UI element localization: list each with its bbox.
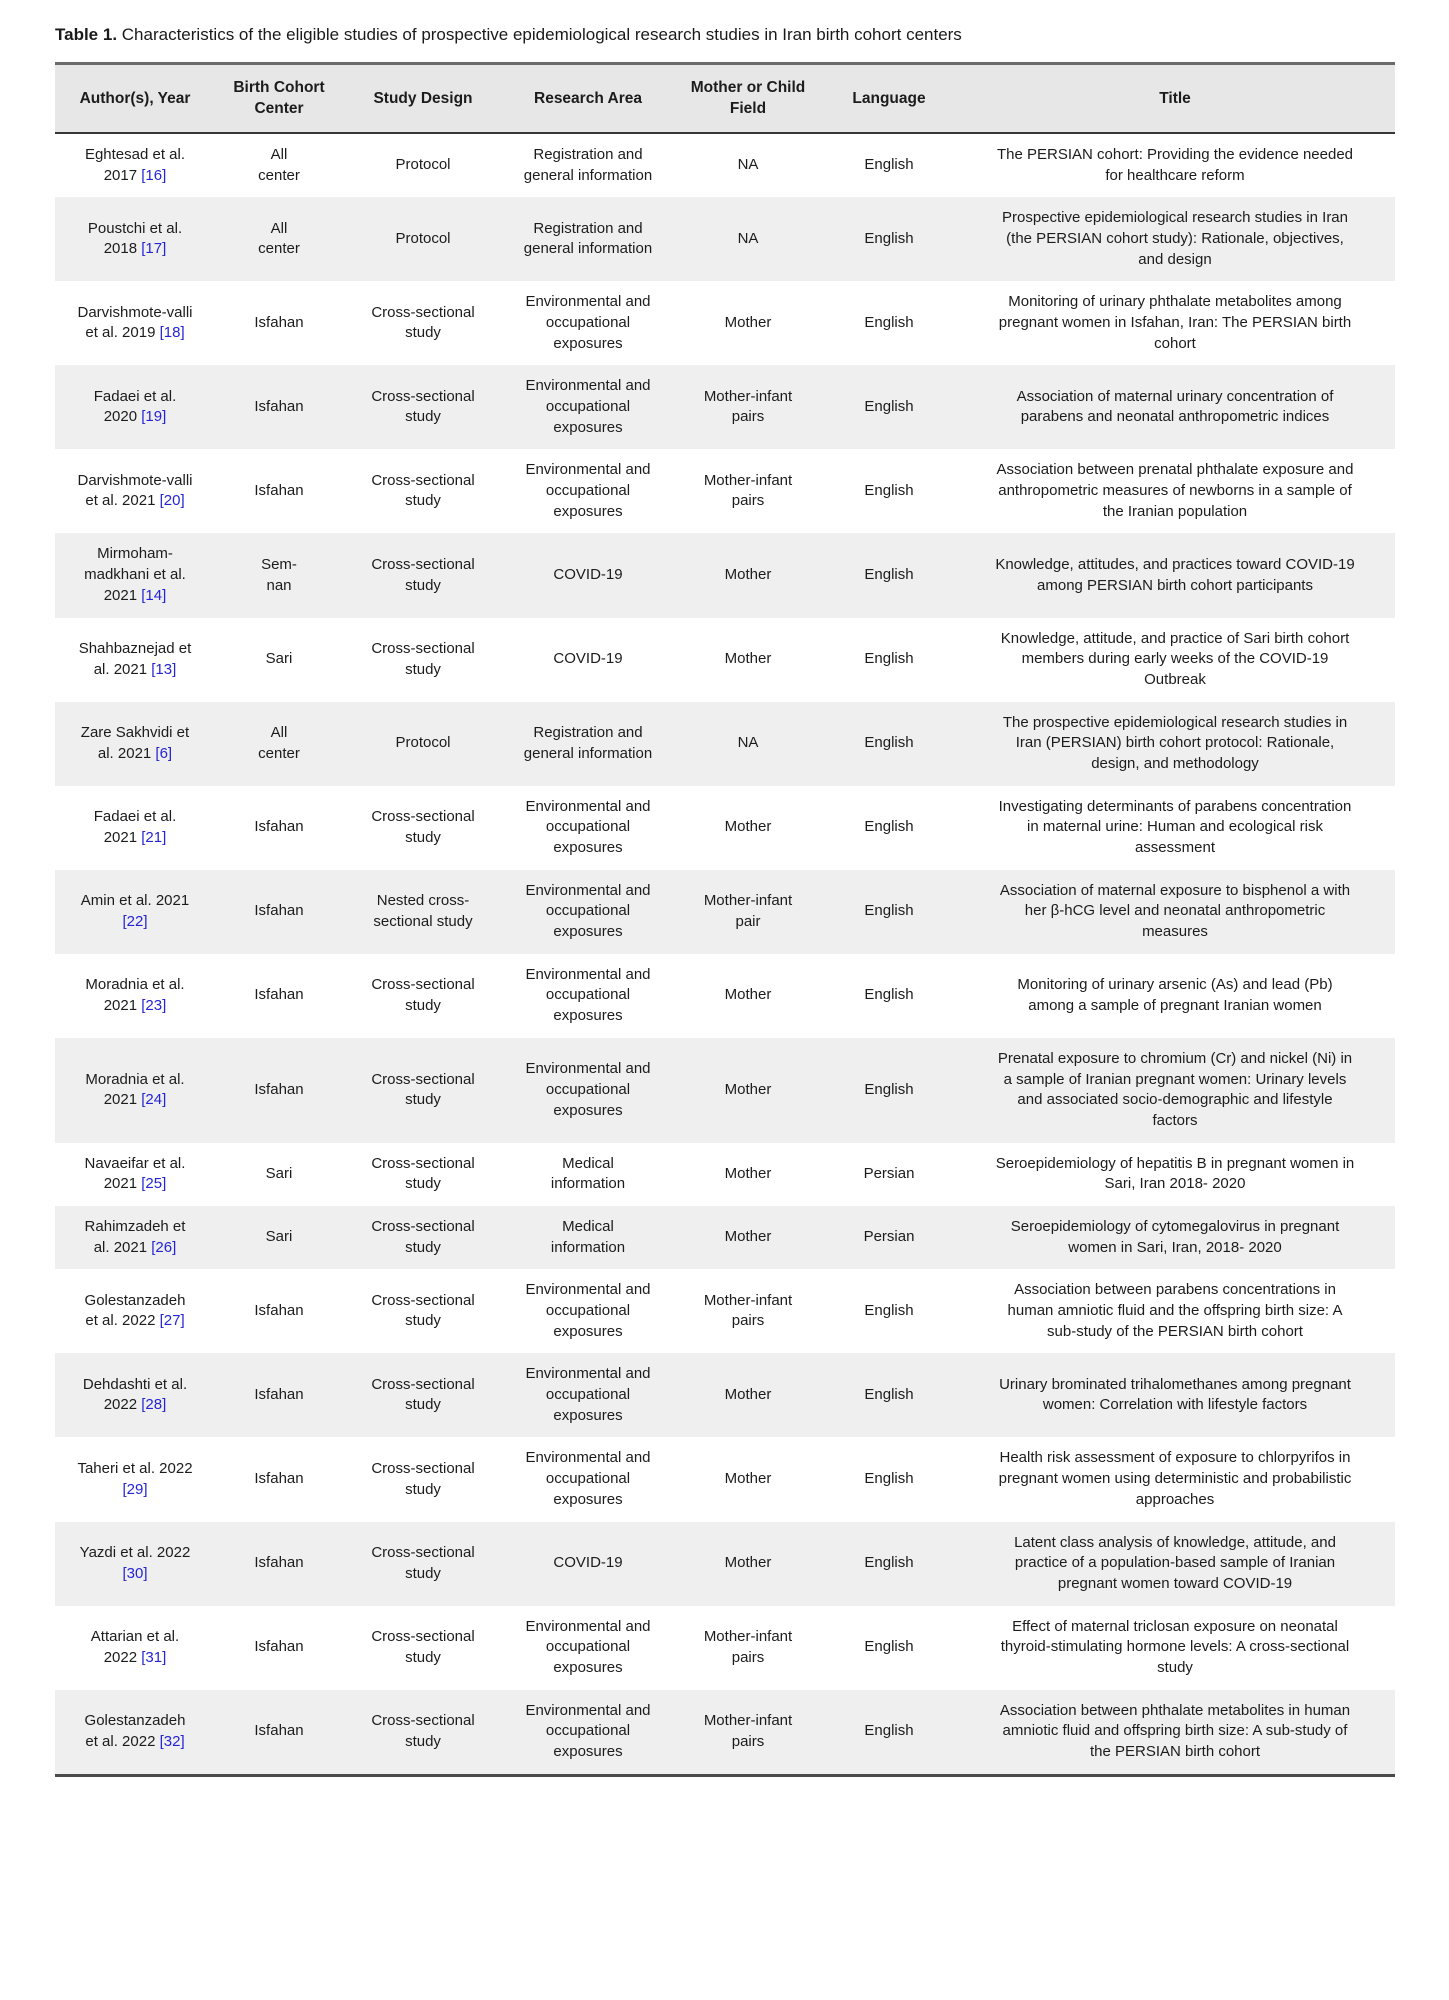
table-row [55, 449, 1395, 533]
study-design-cell: Cross-sectional study [371, 471, 475, 510]
title-cell: The PERSIAN cohort: Providing the evidence needed for healthcare reform [996, 145, 1354, 184]
birth-center-cell: Isfahan [254, 482, 304, 500]
study-design-cell: Cross-sectional study [371, 808, 475, 846]
title-cell: Urinary brominated trihalomethanes among pregnant women: Correlation with lifestyle factors [999, 1375, 1351, 1414]
study-design-cell: Cross-sectional study [371, 1291, 475, 1330]
column-header-1: Author(s), Year [55, 64, 215, 133]
column-header-5: Mother or Child Field [673, 64, 823, 133]
study-design-cell: Cross-sectional study [371, 1712, 475, 1750]
title-cell: Seroepidemiology of cytomegalovirus in pregnant women in Sari, Iran, 2018- 2020 [1010, 1217, 1340, 1256]
author-year-cell: Golestanzadeh et al. 2022 [32] [84, 1712, 186, 1750]
table-row [55, 133, 1395, 197]
reference-link[interactable]: [19] [141, 408, 167, 426]
author-year-cell: Amin et al. 2021 [22] [80, 892, 190, 930]
author-year-cell: Moradnia et al. 2021 [24] [85, 1070, 185, 1109]
research-area-cell: Environmental and occupational exposures [525, 1617, 651, 1676]
research-area-cell: Environmental and occupational exposures [525, 1060, 651, 1119]
research-area-cell: Environmental and occupational exposures [525, 293, 651, 352]
mother-child-field-cell: Mother [724, 1554, 772, 1572]
mother-child-field-cell: Mother [724, 566, 772, 584]
mother-child-field-cell: Mother [724, 313, 772, 331]
language-cell: Persian [863, 1228, 915, 1246]
birth-center-cell: Isfahan [254, 1302, 304, 1320]
research-area-cell: Environmental and occupational exposures [525, 797, 651, 857]
language-cell: English [864, 398, 914, 416]
research-area-cell: Registration and general information [523, 145, 653, 184]
author-year-cell: Moradnia et al. 2021 [23] [85, 976, 185, 1014]
mother-child-field-cell: Mother-infant pairs [703, 471, 793, 510]
table-row [55, 197, 1395, 281]
column-header-6: Language [823, 64, 955, 133]
reference-link[interactable]: [29] [122, 1480, 148, 1498]
language-cell: English [864, 156, 914, 174]
research-area-cell: Environmental and occupational exposures [525, 965, 651, 1025]
research-area-cell: Environmental and occupational exposures [525, 881, 651, 941]
birth-center-cell: Isfahan [254, 1554, 304, 1572]
research-area-cell: Environmental and occupational exposures [525, 1281, 651, 1340]
birth-center-cell: Isfahan [254, 986, 304, 1004]
title-cell: Seroepidemiology of hepatitis B in pregnant women in Sari, Iran 2018- 2020 [995, 1154, 1355, 1193]
birth-center-cell: Isfahan [254, 1722, 304, 1740]
birth-center-cell: Isfahan [254, 313, 304, 331]
reference-link[interactable]: [31] [141, 1648, 167, 1666]
study-design-cell: Cross-sectional study [371, 1070, 475, 1109]
reference-link[interactable]: [16] [141, 166, 167, 184]
table-row [55, 365, 1395, 449]
reference-link[interactable]: [20] [159, 492, 185, 510]
header-row [55, 64, 1395, 133]
language-cell: English [864, 650, 914, 668]
table-caption-text: Characteristics of the eligible studies of prospective epidemiological research studies in Iran birth cohort centers [121, 25, 962, 44]
title-cell: Association of maternal exposure to bisphenol a with her β-hCG level and neonatal anthropometric measures [999, 881, 1351, 941]
reference-link[interactable]: [27] [159, 1312, 185, 1330]
mother-child-field-cell: NA [737, 229, 759, 247]
author-year-cell: Yazdi et al. 2022 [30] [79, 1543, 191, 1582]
studies-table [55, 62, 1395, 1777]
mother-child-field-cell: Mother [724, 1470, 772, 1488]
reference-link[interactable]: [22] [122, 912, 148, 930]
title-cell: Knowledge, attitude, and practice of Sari birth cohort members during early weeks of the COVID-19 Outbreak [1000, 629, 1350, 688]
author-year-cell: Navaeifar et al. 2021 [25] [84, 1154, 186, 1193]
research-area-cell: Environmental and occupational exposures [525, 1701, 651, 1761]
study-design-cell: Cross-sectional study [371, 1375, 475, 1414]
birth-center-cell: Sari [265, 1228, 293, 1246]
research-area-cell: Medical information [550, 1154, 626, 1193]
author-year-cell: Fadaei et al. 2021 [21] [93, 808, 177, 846]
reference-link[interactable]: [14] [141, 586, 167, 604]
language-cell: English [864, 1722, 914, 1740]
title-cell: Health risk assessment of exposure to chlorpyrifos in pregnant women using deterministic and probabilistic approaches [998, 1449, 1352, 1508]
language-cell: English [864, 313, 914, 331]
birth-center-cell: Sari [265, 1164, 293, 1182]
author-year-cell: Shahbaznejad et al. 2021 [13] [78, 639, 192, 678]
reference-link[interactable]: [32] [159, 1732, 185, 1750]
birth-center-cell: Isfahan [254, 398, 304, 416]
reference-link[interactable]: [13] [151, 660, 177, 678]
column-header-3: Study Design [343, 64, 503, 133]
title-cell: Effect of maternal triclosan exposure on neonatal thyroid-stimulating hormone levels: A cross-sectional study [1000, 1617, 1350, 1676]
table-row [55, 1038, 1395, 1143]
reference-link[interactable]: [6] [155, 744, 173, 762]
mother-child-field-cell: NA [737, 156, 759, 174]
table-row [55, 702, 1395, 786]
title-cell: Investigating determinants of parabens concentration in maternal urine: Human and ecological risk assessment [998, 797, 1352, 857]
language-cell: English [864, 734, 914, 752]
author-year-cell: Golestanzadeh et al. 2022 [27] [84, 1291, 186, 1330]
research-area-cell: Environmental and occupational exposures [525, 1449, 651, 1508]
research-area-cell: COVID-19 [553, 650, 623, 668]
mother-child-field-cell: Mother-infant pairs [703, 1291, 793, 1330]
birth-center-cell: All center [258, 723, 300, 762]
study-design-cell: Protocol [395, 229, 451, 247]
research-area-cell: Environmental and occupational exposures [525, 377, 651, 436]
reference-link[interactable]: [28] [141, 1396, 167, 1414]
research-area-cell: Registration and general information [523, 723, 653, 762]
language-cell: English [864, 986, 914, 1004]
study-design-cell: Cross-sectional study [371, 1154, 475, 1193]
author-year-cell: Eghtesad et al. 2017 [16] [84, 145, 186, 184]
birth-center-cell: Isfahan [254, 1470, 304, 1488]
study-design-cell: Cross-sectional study [371, 976, 475, 1014]
study-design-cell: Cross-sectional study [371, 1459, 475, 1498]
author-year-cell: Taheri et al. 2022 [29] [77, 1459, 193, 1498]
author-year-cell: Dehdashti et al. 2022 [28] [82, 1375, 188, 1414]
table-row [55, 954, 1395, 1038]
reference-link[interactable]: [24] [141, 1091, 167, 1109]
language-cell: English [864, 1302, 914, 1320]
author-year-cell: Mirmoham-madkhani et al. 2021 [14] [84, 545, 186, 604]
research-area-cell: COVID-19 [553, 1554, 623, 1572]
table-row [55, 1143, 1395, 1206]
title-cell: The prospective epidemiological research studies in Iran (PERSIAN) birth cohort protocol: Rationale, design, and methodology [1002, 713, 1348, 772]
study-design-cell: Cross-sectional study [371, 303, 475, 342]
table-row [55, 533, 1395, 617]
research-area-cell: Medical information [550, 1217, 626, 1256]
birth-center-cell: Isfahan [254, 818, 304, 836]
study-design-cell: Cross-sectional study [371, 387, 475, 426]
table-caption-label: Table 1. [55, 25, 118, 44]
table-row [55, 1269, 1395, 1353]
birth-center-cell: Isfahan [254, 902, 304, 920]
title-cell: Association between parabens concentrations in human amniotic fluid and the offspring birth size: A sub-study of the PERSIAN birth cohort [1007, 1281, 1343, 1340]
mother-child-field-cell: Mother [724, 1164, 772, 1182]
language-cell: English [864, 1554, 914, 1572]
research-area-cell: COVID-19 [553, 566, 623, 584]
author-year-cell: Darvishmote-valli et al. 2019 [18] [77, 303, 193, 342]
research-area-cell: Registration and general information [523, 219, 653, 258]
table-row [55, 1690, 1395, 1776]
language-cell: English [864, 1386, 914, 1404]
birth-center-cell: Isfahan [254, 1638, 304, 1656]
mother-child-field-cell: Mother [724, 1386, 772, 1404]
birth-center-cell: Sari [265, 650, 293, 668]
study-design-cell: Cross-sectional study [371, 639, 475, 678]
mother-child-field-cell: Mother [724, 818, 772, 836]
birth-center-cell: Isfahan [254, 1080, 304, 1098]
research-area-cell: Environmental and occupational exposures [525, 461, 651, 520]
title-cell: Monitoring of urinary phthalate metabolites among pregnant women in Isfahan, Iran: The PERSIAN birth cohort [998, 293, 1352, 352]
table-row [55, 870, 1395, 954]
title-cell: Association of maternal urinary concentration of parabens and neonatal anthropometric indices [1016, 387, 1334, 426]
table-row [55, 1206, 1395, 1269]
mother-child-field-cell: Mother-infant pairs [703, 387, 793, 426]
reference-link[interactable]: [25] [141, 1175, 167, 1193]
reference-link[interactable]: [23] [141, 996, 167, 1014]
study-design-cell: Cross-sectional study [371, 1543, 475, 1582]
column-header-7: Title [955, 64, 1395, 133]
mother-child-field-cell: Mother [724, 650, 772, 668]
research-area-cell: Environmental and occupational exposures [525, 1365, 651, 1424]
language-cell: English [864, 1638, 914, 1656]
mother-child-field-cell: Mother-infant pairs [703, 1627, 793, 1666]
reference-link[interactable]: [30] [122, 1564, 148, 1582]
birth-center-cell: Isfahan [254, 1386, 304, 1404]
reference-link[interactable]: [17] [141, 240, 167, 258]
author-year-cell: Poustchi et al. 2018 [17] [87, 219, 183, 258]
table-header [55, 64, 1395, 133]
mother-child-field-cell: Mother [724, 1080, 772, 1098]
study-design-cell: Cross-sectional study [371, 555, 475, 594]
birth-center-cell: All center [258, 219, 300, 258]
column-header-4: Research Area [503, 64, 673, 133]
table-row [55, 786, 1395, 870]
table-caption [55, 24, 1395, 46]
author-year-cell: Rahimzadeh et al. 2021 [26] [84, 1217, 186, 1256]
title-cell: Monitoring of urinary arsenic (As) and lead (Pb) among a sample of pregnant Iranian women [1017, 976, 1333, 1014]
title-cell: Association between phthalate metabolites in human amniotic fluid and offspring birth size: A sub-study of the PERSIAN birth cohort [999, 1701, 1351, 1761]
title-cell: Knowledge, attitudes, and practices toward COVID-19 among PERSIAN birth cohort participants [995, 555, 1355, 594]
study-design-cell: Nested cross-sectional study [373, 892, 473, 930]
language-cell: English [864, 1470, 914, 1488]
author-year-cell: Zare Sakhvidi et al. 2021 [6] [80, 723, 190, 762]
author-year-cell: Fadaei et al. 2020 [19] [93, 387, 177, 426]
study-design-cell: Cross-sectional study [371, 1217, 475, 1256]
language-cell: English [864, 902, 914, 920]
reference-link[interactable]: [18] [159, 324, 185, 342]
table-row [55, 1353, 1395, 1437]
table-body [55, 133, 1395, 1775]
title-cell: Association between prenatal phthalate exposure and anthropometric measures of newborns in a sample of the Iranian population [996, 461, 1354, 520]
author-year-cell: Darvishmote-valli et al. 2021 [20] [77, 471, 193, 510]
table-row [55, 618, 1395, 702]
language-cell: English [864, 818, 914, 836]
language-cell: Persian [863, 1164, 915, 1182]
reference-link[interactable]: [26] [151, 1238, 177, 1256]
mother-child-field-cell: Mother [724, 1228, 772, 1246]
birth-center-cell: Sem-nan [261, 555, 297, 594]
mother-child-field-cell: NA [737, 734, 759, 752]
column-header-2: Birth Cohort Center [215, 64, 343, 133]
author-year-cell: Attarian et al. 2022 [31] [90, 1627, 180, 1666]
table-row [55, 1522, 1395, 1606]
language-cell: English [864, 566, 914, 584]
title-cell: Prenatal exposure to chromium (Cr) and nickel (Ni) in a sample of Iranian pregnant women: Urinary levels and associated socio-demographic and lifestyle factors [997, 1049, 1353, 1129]
mother-child-field-cell: Mother-infant pairs [703, 1712, 793, 1750]
table-row [55, 1437, 1395, 1521]
study-design-cell: Protocol [395, 734, 451, 752]
table-row [55, 281, 1395, 365]
table-row [55, 1606, 1395, 1690]
mother-child-field-cell: Mother [724, 986, 772, 1004]
language-cell: English [864, 1080, 914, 1098]
mother-child-field-cell: Mother-infant pair [703, 892, 793, 930]
birth-center-cell: All center [258, 145, 300, 184]
reference-link[interactable]: [21] [141, 828, 167, 846]
language-cell: English [864, 229, 914, 247]
language-cell: English [864, 482, 914, 500]
title-cell: Latent class analysis of knowledge, attitude, and practice of a population-based sample of Iranian pregnant women toward COVID-19 [1014, 1533, 1336, 1592]
title-cell: Prospective epidemiological research studies in Iran (the PERSIAN cohort study): Rationale, objectives, and design [1001, 209, 1348, 268]
study-design-cell: Protocol [395, 156, 451, 174]
study-design-cell: Cross-sectional study [371, 1627, 475, 1666]
